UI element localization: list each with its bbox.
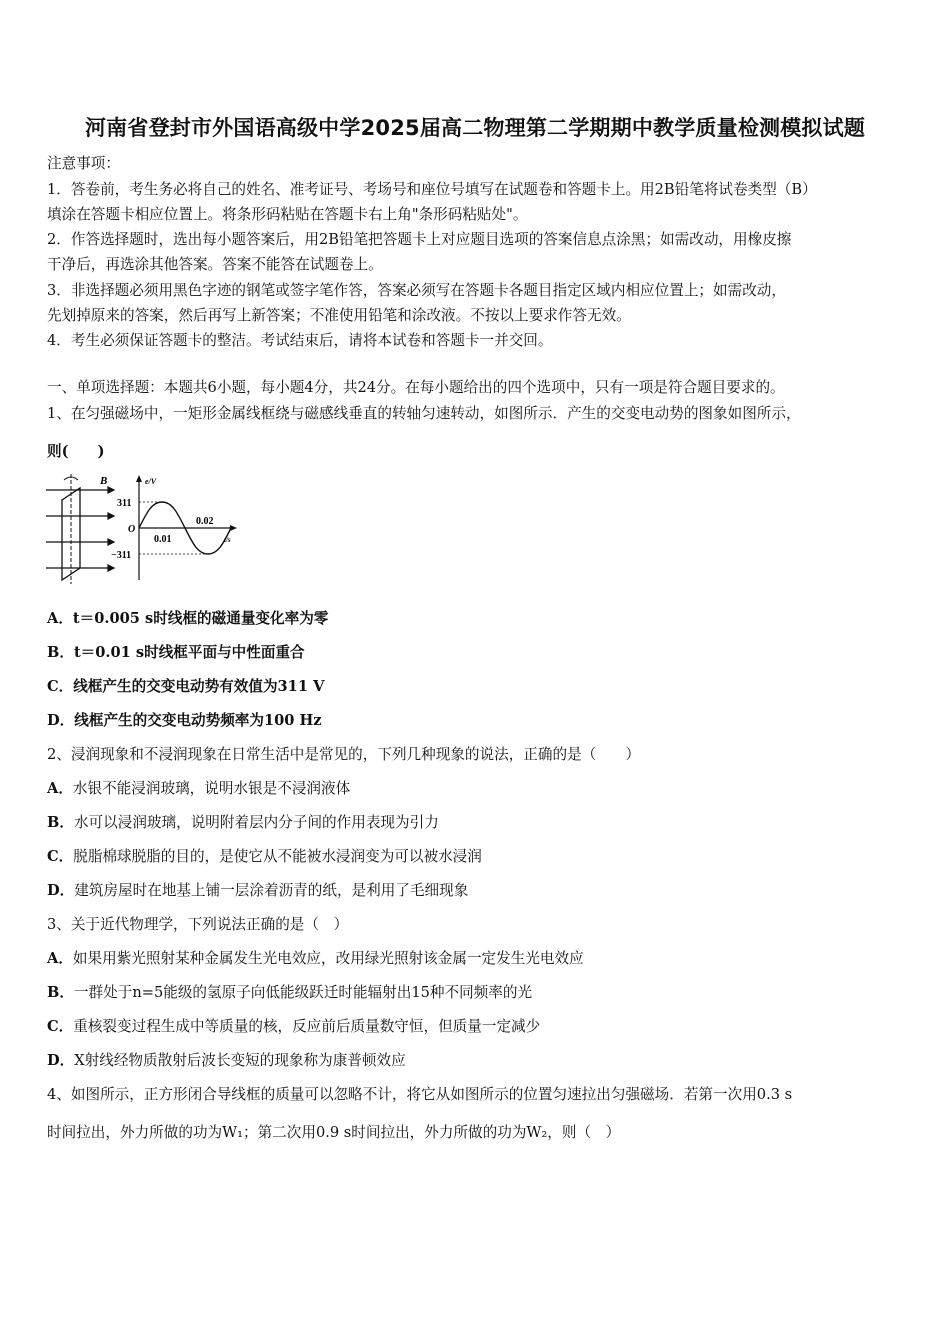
q3-option-b[interactable]: B．一群处于n=5能级的氢原子向低能级跃迁时能辐射出15种不同频率的光 (47, 984, 533, 1001)
x-axis-label: t/s (224, 536, 231, 544)
q4-stem-cont: 时间拉出，外力所做的功为W₁；第二次用0.9 s时间拉出，外力所做的功为W₂，则（ ） (47, 1124, 621, 1141)
q3-option-c[interactable]: C．重核裂变过程生成中等质量的核，反应前后质量数守恒，但质量一定减少 (47, 1018, 541, 1035)
notice-line: 先划掉原来的答案，然后再写上新答案；不准使用铅笔和涂改液。不按以上要求作答无效。 (47, 307, 631, 324)
q4-stem: 4、如图所示，正方形闭合导线框的质量可以忽略不计，将它从如图所示的位置匀速拉出匀强磁场．若第一次用0.3 s (47, 1086, 793, 1103)
notice-line: 2．作答选择题时，选出每小题答案后，用2B铅笔把答题卡上对应题目选项的答案信息点涂黑；如需改动，用橡皮擦 (47, 231, 792, 248)
section-heading: 一、单项选择题：本题共6小题，每小题4分，共24分。在每小题给出的四个选项中，只有一项是符合题目要求的。 (47, 379, 785, 396)
q1-option-c[interactable]: C．线框产生的交变电动势有效值为311 V (47, 678, 325, 695)
q1-option-d[interactable]: D．线框产生的交变电动势频率为100 Hz (47, 712, 322, 729)
exam-title: 河南省登封市外国语高级中学2025届高二物理第二学期期中教学质量检测模拟试题 (84, 116, 866, 140)
origin-label: O (128, 524, 136, 535)
peak-neg-label: −311 (111, 550, 132, 561)
notice-line: 填涂在答题卡相应位置上。将条形码粘贴在答题卡右上角"条形码粘贴处"。 (47, 206, 528, 223)
notice-line: 3．非选择题必须用黑色字迹的钢笔或签字笔作答，答案必须写在答题卡各题目指定区域内相应位置上；如需改动， (47, 282, 786, 299)
q3-option-d[interactable]: D．X射线经物质散射后波长变短的现象称为康普顿效应 (47, 1052, 406, 1069)
q1-option-a[interactable]: A．t＝0.005 s时线框的磁通量变化率为零 (47, 610, 329, 627)
notice-line: 1．答卷前，考生务必将自己的姓名、准考证号、考场号和座位号填写在试题卷和答题卡上。用2B铅笔将试卷类型（B） (47, 181, 817, 198)
y-axis-arrow-icon (136, 475, 142, 482)
q2-option-a[interactable]: A．水银不能浸润玻璃，说明水银是不浸润液体 (47, 780, 351, 797)
q3-stem: 3、关于近代物理学，下列说法正确的是（ ） (47, 916, 349, 933)
q2-option-c[interactable]: C．脱脂棉球脱脂的目的，是使它从不能被水浸润变为可以被水浸润 (47, 848, 482, 865)
q2-option-b[interactable]: B．水可以浸润玻璃，说明附着层内分子间的作用表现为引力 (47, 814, 439, 831)
field-label: B (100, 475, 108, 487)
y-axis-label: e/V (145, 477, 157, 486)
peak-pos-label: 311 (117, 498, 132, 509)
x-axis-arrow-icon (230, 525, 237, 531)
notice-heading: 注意事项： (47, 155, 120, 172)
q1-stem-cont: 则( ) (47, 443, 105, 460)
rotation-arrow-icon (64, 477, 78, 480)
q1-stem: 1、在匀强磁场中，一矩形金属线框绕与磁感线垂直的转轴匀速转动，如图所示．产生的交变电动势的图象如图所示， (47, 405, 801, 422)
q2-option-d[interactable]: D．建筑房屋时在地基上铺一层涂着沥青的纸，是利用了毛细现象 (47, 882, 469, 899)
tick-label-t2: 0.02 (196, 516, 214, 527)
tick-label-t1: 0.01 (154, 534, 172, 545)
q1-option-b[interactable]: B．t＝0.01 s时线框平面与中性面重合 (47, 644, 305, 661)
q2-stem: 2、浸润现象和不浸润现象在日常生活中是常见的，下列几种现象的说法，正确的是（ ） (47, 746, 641, 763)
notice-line: 4．考生必须保证答题卡的整洁。考试结束后，请将本试卷和答题卡一并交回。 (47, 332, 553, 349)
q1-figure (44, 472, 244, 584)
q3-option-a[interactable]: A．如果用紫光照射某种金属发生光电效应，改用绿光照射该金属一定发生光电效应 (47, 950, 584, 967)
notice-line: 干净后，再选涂其他答案。答案不能答在试题卷上。 (47, 256, 383, 273)
